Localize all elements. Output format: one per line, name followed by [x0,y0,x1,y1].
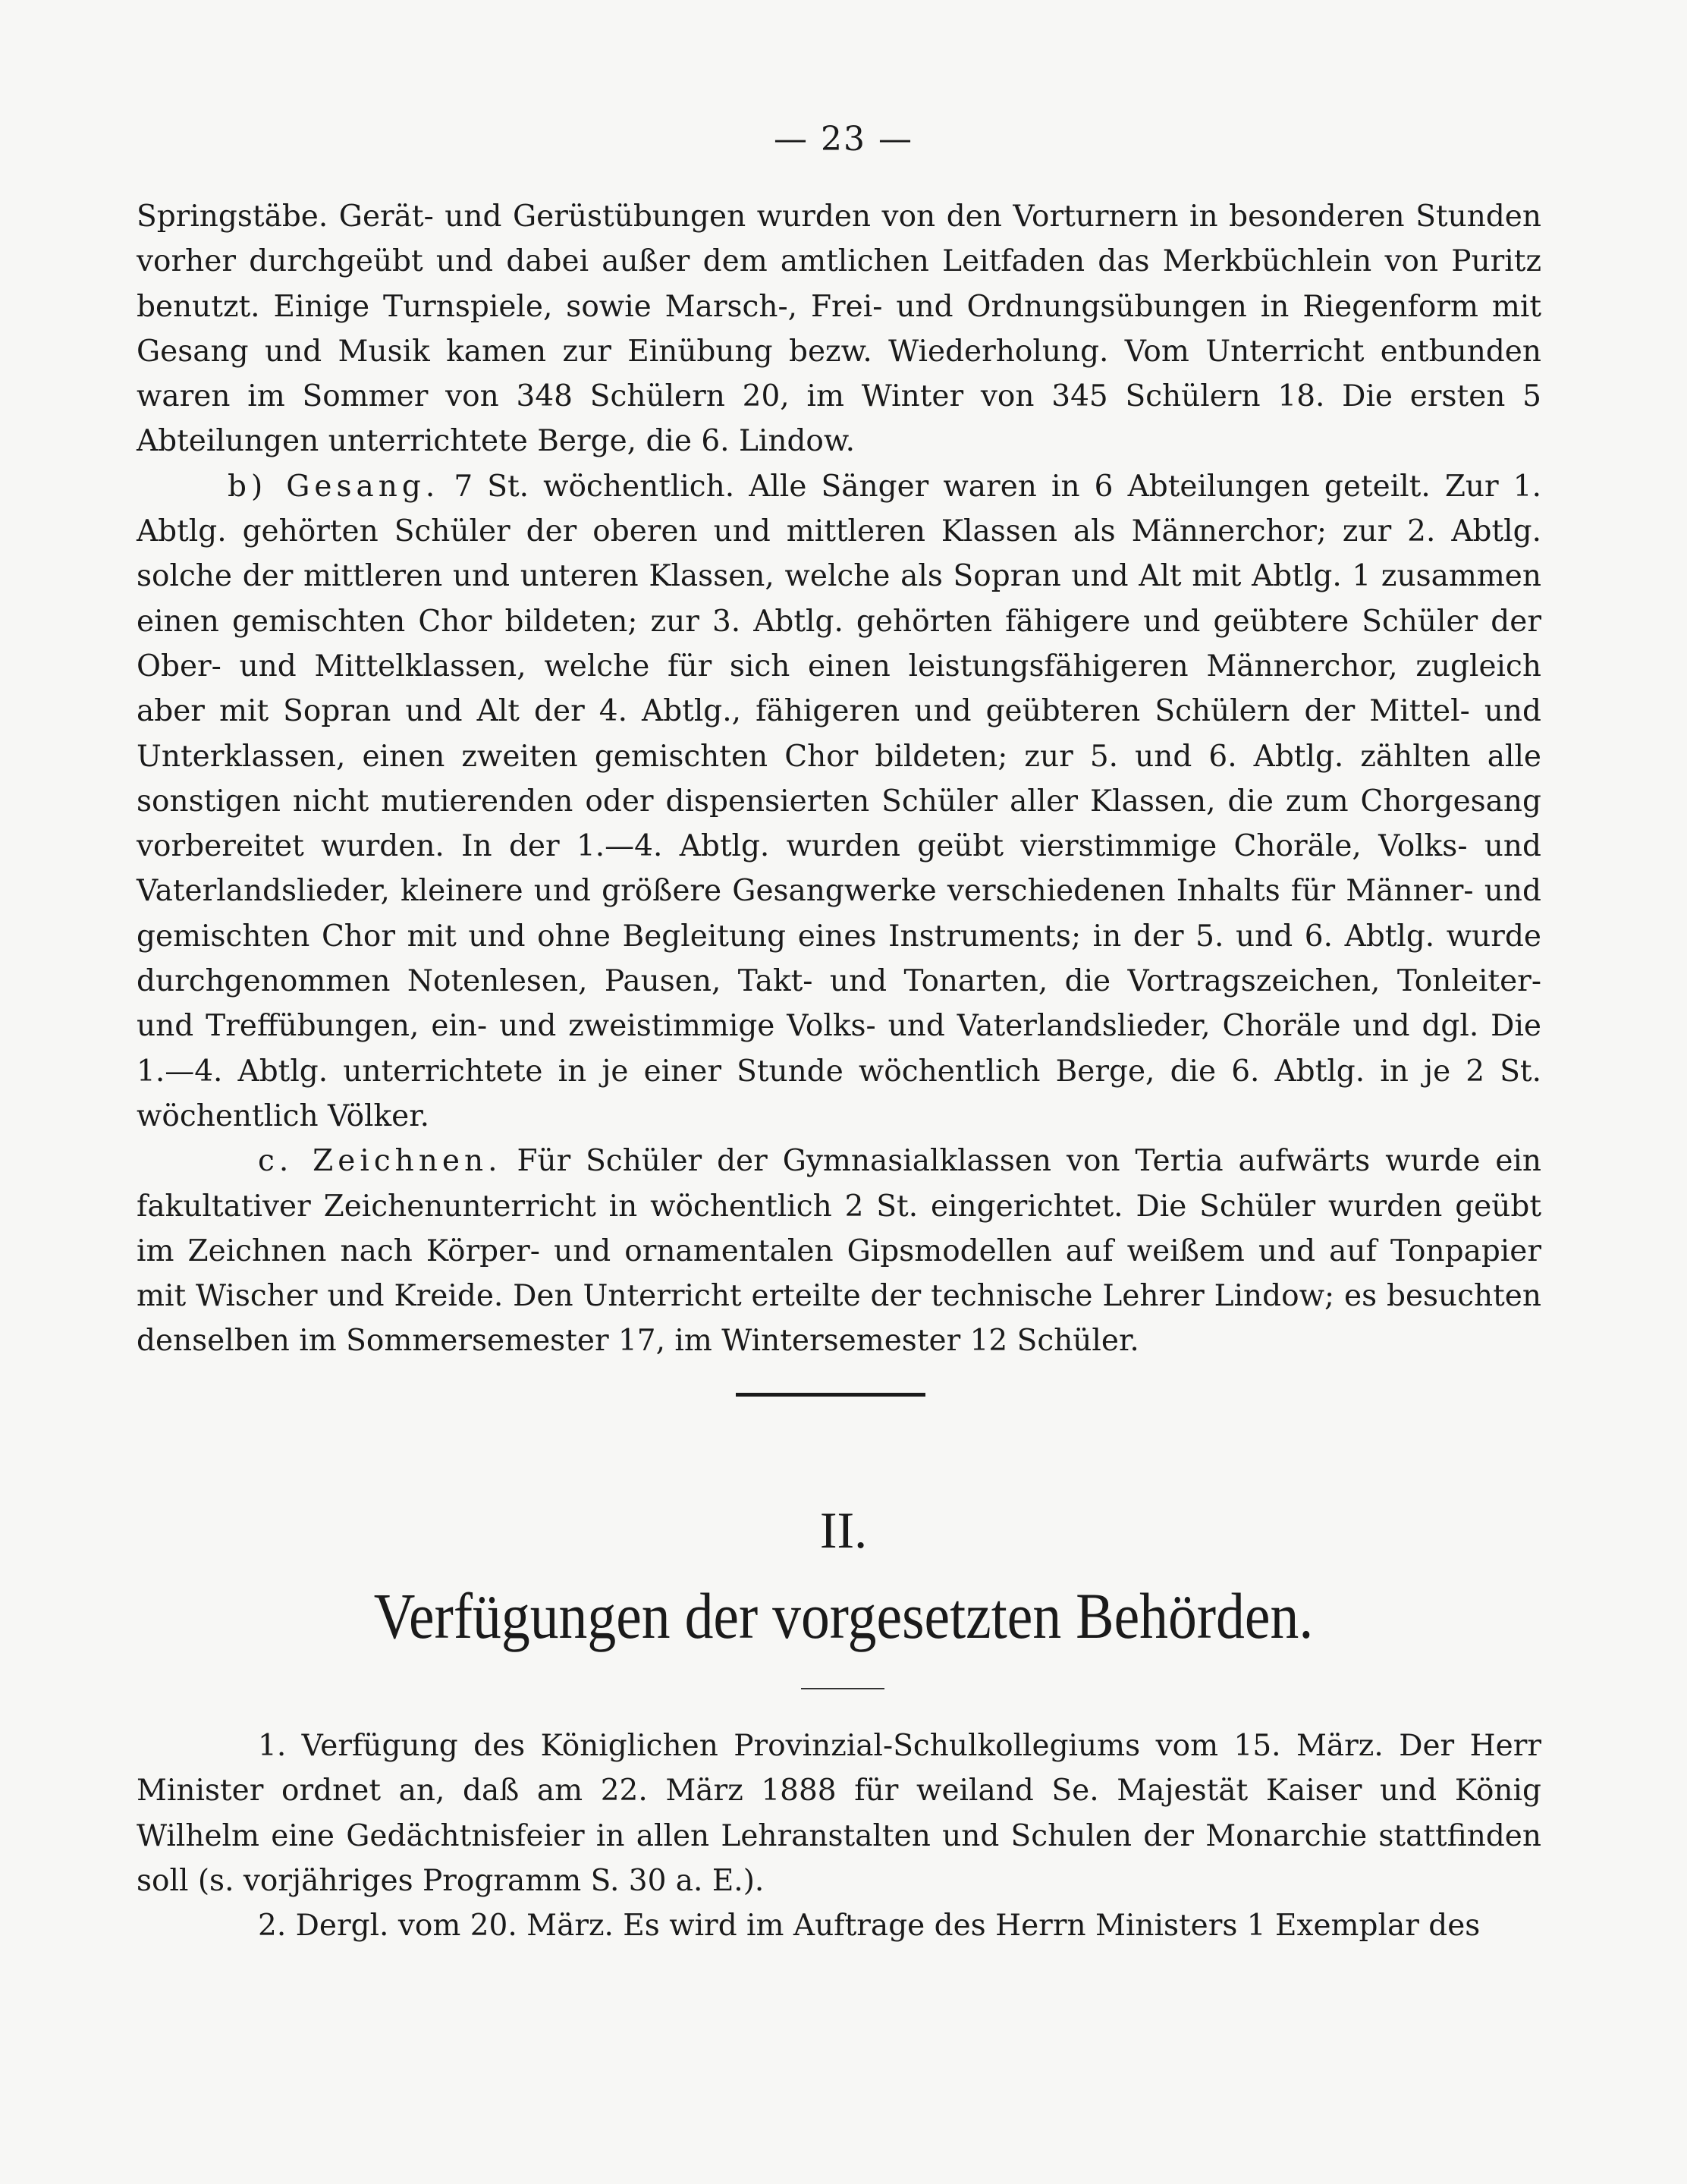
zeichnen-label: c. Zeichnen. [258,1144,502,1179]
top-text-block [137,194,1541,1364]
bottom-text-block [137,1724,1541,1948]
verfuegung-item-2: 2. Dergl. vom 20. März. Es wird im Auftrage des Herrn Ministers 1 Exemplar des [258,1909,1481,1944]
section-divider [736,1393,925,1397]
gesang-label: b) Gesang. [228,469,440,504]
paragraph-gesang [137,464,1541,1139]
section-numeral: II. [819,1501,868,1559]
page-number: — 23 — [774,120,913,159]
gesang-text: 7 St. wöchentlich. Alle Sänger waren in 6 Abteilungen geteilt. Zur 1. Abtlg. gehörten Schüler der oberen und mittleren Klassen als Männerchor; zur 2. Abtlg. solche der mittleren und unteren Klassen, welche als Sopran und Alt mit Abtlg. 1 zusammen einen gemischten Chor bildeten; zur 3. Abtlg. gehörten fähigere und geübtere Schüler der Ober- und Mittelklassen, welche für sich einen leistungsfähigeren Männerchor, zugleich aber mit Sopran und Alt der 4. Abtlg., fähigeren und geübteren Schülern der Mittel- und Unterklassen, einen zweiten gemischten Chor bildeten; zur 5. und 6. Abtlg. zählten alle sonstigen nicht mutierenden oder dispensierten Schüler aller Klassen, die zum Chorgesang vorbereitet wurden. In der 1.—4. Abtlg. wurden geübt vierstimmige Choräle, Volks- und Vaterlandslieder, kleinere und größere Gesangwerke verschiedenen Inhalts für Männer- und gemischten Chor mit und ohne Begleitung eines Instruments; in der 5. und 6. Abtlg. wurde durchgenommen Notenlesen, Pausen, Takt- und Tonarten, die Vortragszeichen, Tonleiter- und Treffübungen, ein- und zweistimmige Volks- und Vaterlandslieder, Choräle und dgl. Die 1.—4. Abtlg. unterrichtete in je einer Stunde wöchentlich Berge, die 6. Abtlg. in je 2 St. wöchentlich Völker. [137,469,1541,1133]
verfuegung-item-1: 1. Verfügung des Königlichen Provinzial-Schulkollegiums vom 15. März. Der Herr Minister ordnet an, daß am 22. März 1888 für weiland Se. Majestät Kaiser und König Wilhelm eine Gedächtnisfeier in allen Lehranstalten und Schulen der Monarchie stattfinden soll (s. vorjähriges Programm S. 30 a. E.). [137,1729,1541,1898]
heading-underline [801,1688,884,1689]
paragraph-turnen-continuation: Springstäbe. Gerät- und Gerüstübungen wurden von den Vorturnern in besonderen Stunden vorher durchgeübt und dabei außer dem amtlichen Leitfaden das Merkbüchlein von Puritz benutzt. Einige Turnspiele, sowie Marsch-, Frei- und Ordnungsübungen in Riegenform mit Gesang und Musik kamen zur Einübung bezw. Wiederholung. Vom Unterricht entbunden waren im Sommer von 348 Schülern 20, im Winter von 345 Schülern 18. Die ersten 5 Abteilungen unterrichtete Berge, die 6. Lindow. [137,200,1541,459]
section-heading: Verfügungen der vorgesetzten Behörden. [373,1579,1314,1652]
zeichnen-text: Für Schüler der Gymnasialklassen von Tertia aufwärts wurde ein fakultativer Zeichenunterricht in wöchentlich 2 St. eingerichtet. Die Schüler wurden geübt im Zeichnen nach Körper- und ornamentalen Gipsmodellen auf weißem und auf Tonpapier mit Wischer und Kreide. Den Unterricht erteilte der technische Lehrer Lindow; es besuchten denselben im Sommersemester 17, im Wintersemester 12 Schüler. [137,1144,1542,1359]
paragraph-zeichnen [137,1139,1541,1363]
